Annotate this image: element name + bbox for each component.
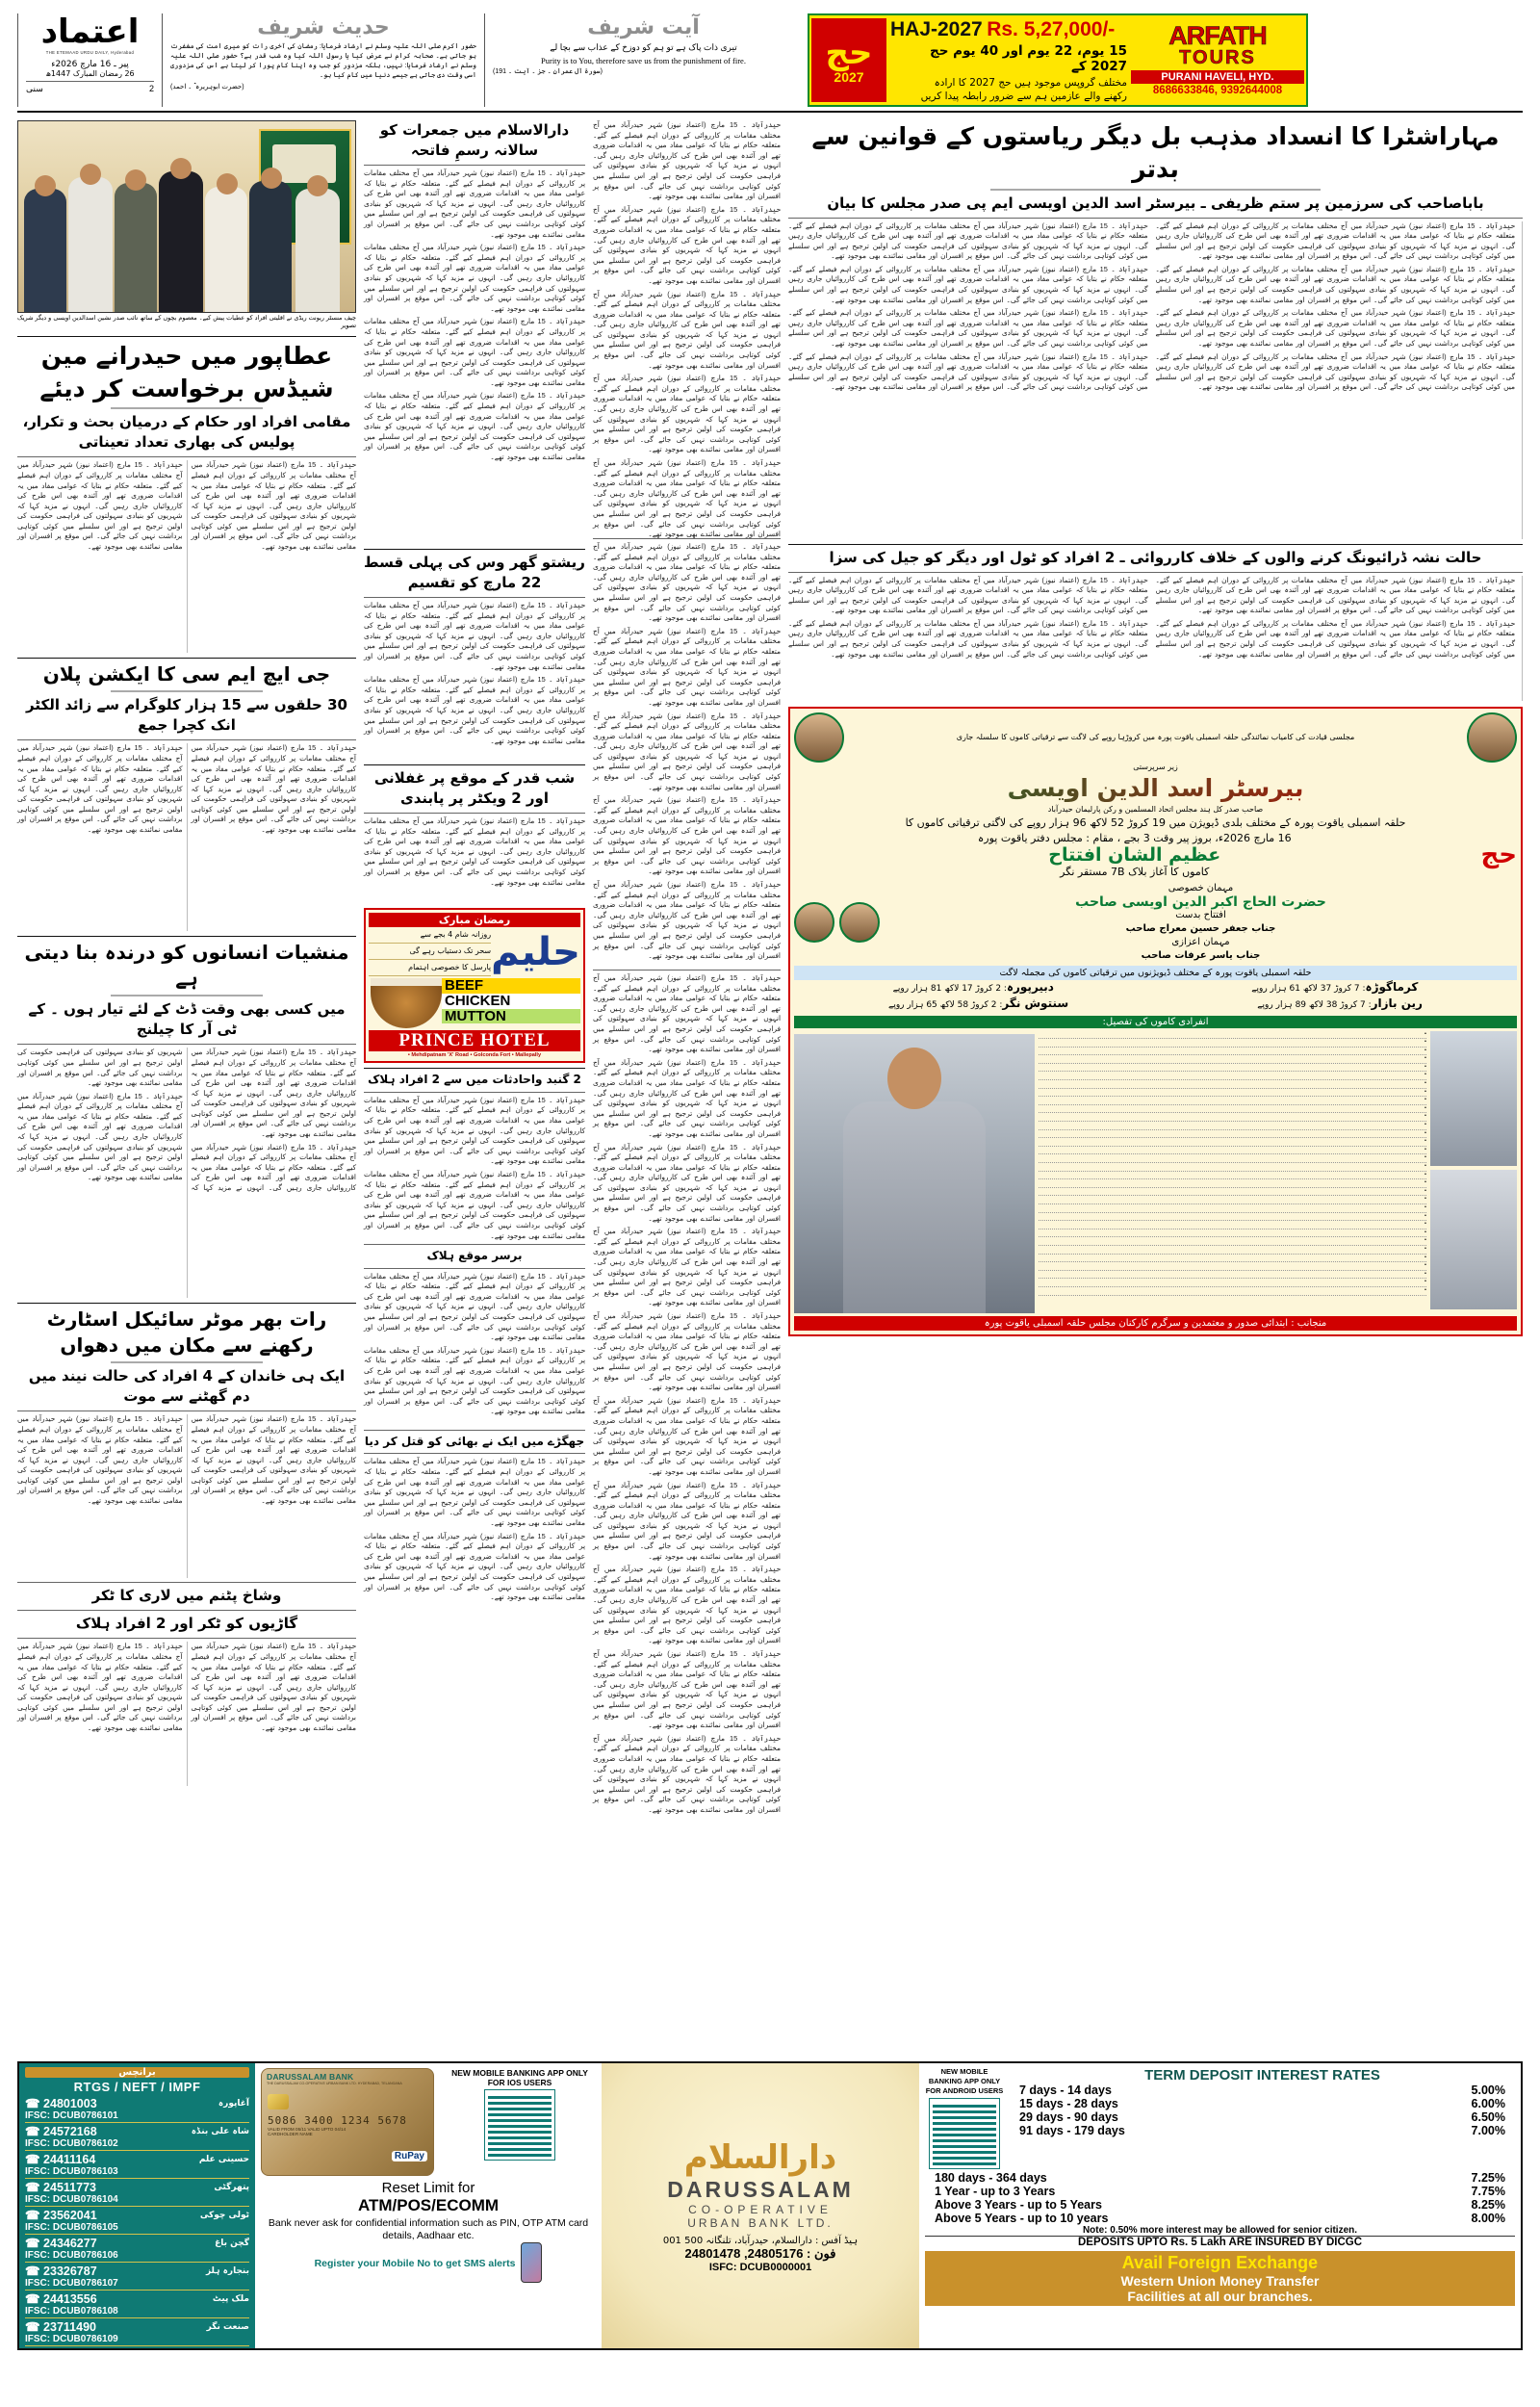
masthead-logo-block bbox=[17, 13, 162, 107]
bank-head-office: ہیڈ آفس : دارالسلام، حیدرآباد، تلنگانہ 500 001 bbox=[662, 2236, 859, 2246]
works-detail-list: • • • • • • • • • • • • • • • • • • • • • • • • • • • • • • • • bbox=[1039, 1031, 1426, 1313]
haleem-parcel-note: پارسل کا خصوصی اہتمام bbox=[369, 960, 491, 976]
story12-body: حیدرآباد ۔ 15 مارچ (اعتماد نیوز) شہر حیدرآباد میں آج مختلف مقامات پر کارروائی کے دوران اہم فیصلے کیے گئے۔ متعلقہ حکام نے بتایا کہ عوامی مفاد میں یہ اقدامات ضروری تھے اور آئندہ بھی اس طرح کی کارروائیاں جاری رہیں گی۔ انہوں نے مزید کہا کہ شہریوں کو بنیادی سہولتوں کی فراہمی حکومت کی اولین ترجیح ہے اور اس سلسلے میں کوئی کوتاہی برداشت نہیں کی جائے گی۔ اس موقع پر افسران اور مقامی نمائندے بھی موجود تھے۔ حیدرآباد ۔ 15 مارچ (اعتماد نیوز) شہر حیدرآباد میں آج مختلف مقامات پر کارروائی کے دوران اہم فیصلے کیے گئے۔ متعلقہ حکام نے بتایا کہ عوامی مفاد میں یہ اقدامات ضروری تھے اور آئندہ بھی اس طرح کی کارروائیاں جاری رہیں گی۔ انہوں نے مزید کہا کہ شہریوں کو بنیادی سہولتوں کی فراہمی حکومت کی اولین ترجیح ہے اور اس سلسلے میں کوئی کوتاہی برداشت نہیں کی جائے گی۔ اس موقع پر افسران اور مقامی نمائندے بھی موجود تھے۔ bbox=[364, 1457, 585, 1602]
branch-1-name: آغاپورہ bbox=[218, 2098, 249, 2109]
rtgs-label: RTGS / NEFT / IMPF bbox=[73, 2080, 201, 2094]
figure-2-name: دبیرپورہ bbox=[1006, 979, 1054, 994]
figure-1-value: 7 کروڑ 37 لاکھ 61 ہزار روپے bbox=[1251, 983, 1360, 994]
figure-1-name: کرماگوڑہ bbox=[1365, 979, 1419, 994]
rate-3-value: 6.50% bbox=[1471, 2110, 1505, 2124]
story7-body: حیدرآباد ۔ 15 مارچ (اعتماد نیوز) شہر حیدرآباد میں آج مختلف مقامات پر کارروائی کے دوران اہم فیصلے کیے گئے۔ متعلقہ حکام نے بتایا کہ عوامی مفاد میں یہ اقدامات ضروری تھے اور آئندہ بھی اس طرح کی کارروائیاں جاری رہیں گی۔ انہوں نے مزید کہا کہ شہریوں کو بنیادی سہولتوں کی فراہمی حکومت کی اولین ترجیح ہے اور اس سلسلے میں کوئی کوتاہی برداشت نہیں کی جائے گی۔ اس موقع پر افسران اور مقامی نمائندے بھی موجود تھے۔ حیدرآباد ۔ 15 مارچ (اعتماد نیوز) شہر حیدرآباد میں آج مختلف مقامات پر کارروائی کے دوران اہم فیصلے کیے گئے۔ متعلقہ حکام نے بتایا کہ عوامی مفاد میں یہ اقدامات ضروری تھے اور آئندہ بھی اس طرح کی کارروائیاں جاری رہیں گی۔ انہوں نے مزید کہا کہ شہریوں کو بنیادی سہولتوں کی فراہمی حکومت کی اولین ترجیح ہے اور اس سلسلے میں کوئی کوتاہی برداشت نہیں کی جائے گی۔ اس موقع پر افسران اور مقامی نمائندے بھی موجود تھے۔ حیدرآباد ۔ 15 مارچ (اعتماد نیوز) شہر حیدرآباد میں آج مختلف مقامات پر کارروائی کے دوران اہم فیصلے کیے گئے۔ متعلقہ حکام نے بتایا کہ عوامی مفاد میں یہ اقدامات ضروری تھے اور آئندہ بھی اس طرح کی کارروائیاں جاری رہیں گی۔ انہوں نے مزید کہا کہ شہریوں کو بنیادی سہولتوں کی فراہمی حکومت کی اولین ترجیح ہے اور اس سلسلے میں کوئی کوتاہی برداشت نہیں کی جائے گی۔ اس موقع پر افسران اور مقامی نمائندے بھی موجود تھے۔ حیدرآباد ۔ 15 مارچ (اعتماد نیوز) شہر حیدرآباد میں آج مختلف مقامات پر کارروائی کے دوران اہم فیصلے کیے گئے۔ متعلقہ حکام نے بتایا کہ عوامی مفاد میں یہ اقدامات ضروری تھے اور آئندہ بھی اس طرح کی کارروائیاں جاری رہیں گی۔ انہوں نے مزید کہا کہ شہریوں کو بنیادی سہولتوں کی فراہمی حکومت کی اولین ترجیح ہے اور اس سلسلے میں کوئی کوتاہی برداشت نہیں کی جائے گی۔ اس موقع پر افسران اور مقامی نمائندے بھی موجود تھے۔ bbox=[364, 168, 585, 462]
story6-headline[interactable]: گاڑیوں کو ٹکر اور 2 افراد ہلاک bbox=[75, 1615, 298, 1633]
development-amount: حلقہ اسمبلی یاقوت پورہ کے مختلف بلدی ڈیویژن میں 19 کروڑ 52 لاکھ 96 ہزار روپے کی لاگتی ترقیاتی کاموں کا bbox=[905, 815, 1406, 829]
story10-body: حیدرآباد ۔ 15 مارچ (اعتماد نیوز) شہر حیدرآباد میں آج مختلف مقامات پر کارروائی کے دوران اہم فیصلے کیے گئے۔ متعلقہ حکام نے بتایا کہ عوامی مفاد میں یہ اقدامات ضروری تھے اور آئندہ بھی اس طرح کی کارروائیاں جاری رہیں گی۔ انہوں نے مزید کہا کہ شہریوں کو بنیادی سہولتوں کی فراہمی حکومت کی اولین ترجیح ہے اور اس سلسلے میں کوئی کوتاہی برداشت نہیں کی جائے گی۔ اس موقع پر افسران اور مقامی نمائندے بھی موجود تھے۔ حیدرآباد ۔ 15 مارچ (اعتماد نیوز) شہر حیدرآباد میں آج مختلف مقامات پر کارروائی کے دوران اہم فیصلے کیے گئے۔ متعلقہ حکام نے بتایا کہ عوامی مفاد میں یہ اقدامات ضروری تھے اور آئندہ بھی اس طرح کی کارروائیاں جاری رہیں گی۔ انہوں نے مزید کہا کہ شہریوں کو بنیادی سہولتوں کی فراہمی حکومت کی اولین ترجیح ہے اور اس سلسلے میں کوئی کوتاہی برداشت نہیں کی جائے گی۔ اس موقع پر افسران اور مقامی نمائندے بھی موجود تھے۔ bbox=[364, 1095, 585, 1240]
guest3-name: جناب یاسر عرفات صاحب bbox=[1141, 949, 1261, 961]
rate-4-term: 91 days - 179 days bbox=[1019, 2124, 1125, 2137]
rate-2-value: 6.00% bbox=[1471, 2097, 1505, 2110]
story2-headline[interactable]: جی ایچ ایم سی کا ایکشن پلان bbox=[42, 662, 331, 686]
ad-center-text bbox=[886, 18, 1131, 102]
right-story2-headline[interactable]: حالت نشہ ڈرائیونگ کرنے والوں کے خلاف کارروائی ـ 2 افراد کو ٹول اور دیگر کو جیل کی سزا bbox=[829, 548, 1482, 566]
haleem-locations: • Mehdipatnam 'X' Road • Golconda Fort • Mallepally bbox=[407, 1052, 542, 1058]
branch-row: ☎ 24411164 حسینی علم IFSC: DCUB0786103 bbox=[25, 2153, 249, 2177]
inauguration-title: عظیم الشان افتتاح bbox=[1048, 843, 1221, 866]
rate-2-term: 15 days - 28 days bbox=[1019, 2097, 1118, 2110]
branch-1-ifsc: IFSC: DCUB0786101 bbox=[25, 2110, 118, 2121]
android-qr-code[interactable] bbox=[930, 2099, 999, 2168]
phone-icon bbox=[521, 2242, 542, 2283]
story4-body: حیدرآباد ۔ 15 مارچ (اعتماد نیوز) شہر حیدرآباد میں آج مختلف مقامات پر کارروائی کے دوران اہم فیصلے کیے گئے۔ متعلقہ حکام نے بتایا کہ عوامی مفاد میں یہ اقدامات ضروری تھے اور آئندہ بھی اس طرح کی کارروائیاں جاری رہیں گی۔ انہوں نے مزید کہا کہ شہریوں کو بنیادی سہولتوں کی فراہمی حکومت کی اولین ترجیح ہے اور اس سلسلے میں کوئی کوتاہی برداشت نہیں کی جائے گی۔ اس موقع پر افسران اور مقامی نمائندے بھی موجود تھے۔ حیدرآباد ۔ 15 مارچ (اعتماد نیوز) شہر حیدرآباد میں آج مختلف مقامات پر کارروائی کے دوران اہم فیصلے کیے گئے۔ متعلقہ حکام نے بتایا کہ عوامی مفاد میں یہ اقدامات ضروری تھے اور آئندہ بھی اس طرح کی کارروائیاں جاری رہیں گی۔ انہوں نے مزید کہا کہ شہریوں کو بنیادی سہولتوں کی فراہمی حکومت کی اولین ترجیح ہے اور اس سلسلے میں کوئی کوتاہی برداشت نہیں کی جائے گی۔ اس موقع پر افسران اور مقامی نمائندے بھی موجود تھے۔ bbox=[17, 1414, 356, 1506]
issue-date-gregorian: پیر ـ 16 مارچ 2026ء bbox=[51, 60, 129, 69]
card-holder-name: CARDHOLDER NAME bbox=[268, 2132, 313, 2136]
android-app-label: NEW MOBILE BANKING APP ONLY FOR ANDROID USERS bbox=[925, 2067, 1004, 2095]
story2-body: حیدرآباد ۔ 15 مارچ (اعتماد نیوز) شہر حیدرآباد میں آج مختلف مقامات پر کارروائی کے دوران اہم فیصلے کیے گئے۔ متعلقہ حکام نے بتایا کہ عوامی مفاد میں یہ اقدامات ضروری تھے اور آئندہ بھی اس طرح کی کارروائیاں جاری رہیں گی۔ انہوں نے مزید کہا کہ شہریوں کو بنیادی سہولتوں کی فراہمی حکومت کی اولین ترجیح ہے اور اس سلسلے میں کوئی کوتاہی برداشت نہیں کی جائے گی۔ اس موقع پر افسران اور مقامی نمائندے بھی موجود تھے۔ حیدرآباد ۔ 15 مارچ (اعتماد نیوز) شہر حیدرآباد میں آج مختلف مقامات پر کارروائی کے دوران اہم فیصلے کیے گئے۔ متعلقہ حکام نے بتایا کہ عوامی مفاد میں یہ اقدامات ضروری تھے اور آئندہ بھی اس طرح کی کارروائیاں جاری رہیں گی۔ انہوں نے مزید کہا کہ شہریوں کو بنیادی سہولتوں کی فراہمی حکومت کی اولین ترجیح ہے اور اس سلسلے میں کوئی کوتاہی برداشت نہیں کی جائے گی۔ اس موقع پر افسران اور مقامی نمائندے بھی موجود تھے۔ bbox=[17, 743, 356, 835]
hadith-title: حدیث شریف bbox=[257, 15, 390, 39]
card-valid-from-label: VALID FROM bbox=[268, 2127, 295, 2132]
event-date: 16 مارچ 2026ء، بروز پیر وقت 3 بجے ، مقام : مجلس دفتر یاقوت پورہ bbox=[977, 831, 1292, 844]
ad-brand-sub: TOURS bbox=[1179, 47, 1256, 69]
rate-7-value: 8.25% bbox=[1471, 2198, 1505, 2212]
card-valid-upto: 04/14 bbox=[334, 2127, 346, 2132]
news-photo bbox=[17, 120, 356, 313]
figure-3-name: رین بازار bbox=[1371, 996, 1423, 1010]
political-development-ad[interactable] bbox=[788, 707, 1523, 1336]
lead-body: حیدرآباد ۔ 15 مارچ (اعتماد نیوز) شہر حیدرآباد میں آج مختلف مقامات پر کارروائی کے دوران اہم فیصلے کیے گئے۔ متعلقہ حکام نے بتایا کہ عوامی مفاد میں یہ اقدامات ضروری تھے اور آئندہ بھی اس طرح کی کارروائیاں جاری رہیں گی۔ انہوں نے مزید کہا کہ شہریوں کو بنیادی سہولتوں کی فراہمی حکومت کی اولین ترجیح ہے اور اس سلسلے میں کوئی کوتاہی برداشت نہیں کی جائے گی۔ اس موقع پر افسران اور مقامی نمائندے بھی موجود تھے۔ حیدرآباد ۔ 15 مارچ (اعتماد نیوز) شہر حیدرآباد میں آج مختلف مقامات پر کارروائی کے دوران اہم فیصلے کیے گئے۔ متعلقہ حکام نے بتایا کہ عوامی مفاد میں یہ اقدامات ضروری تھے اور آئندہ بھی اس طرح کی کارروائیاں جاری رہیں گی۔ انہوں نے مزید کہا کہ شہریوں کو بنیادی سہولتوں کی فراہمی حکومت کی اولین ترجیح ہے اور اس سلسلے میں کوئی کوتاہی برداشت نہیں کی جائے گی۔ اس موقع پر افسران اور مقامی نمائندے بھی موجود تھے۔ bbox=[17, 460, 356, 552]
leader-designation: صاحب صدر کل ہند مجلس اتحاد المسلمین و رکن پارلیمان حیدرآباد bbox=[1047, 804, 1264, 814]
guest-photo-2 bbox=[794, 902, 834, 943]
hadith-block bbox=[162, 13, 484, 107]
column-right-wrap bbox=[788, 120, 1523, 2056]
rate-7-term: Above 3 Years - up to 5 Years bbox=[935, 2198, 1102, 2212]
reset-limit-line1: Reset Limit for bbox=[381, 2180, 475, 2196]
branch-3-name: حسینی علم bbox=[198, 2154, 249, 2164]
haj-word: حج bbox=[1480, 840, 1517, 869]
branch-7-phone: 23326787 bbox=[43, 2265, 97, 2278]
main-subhead: باباصاحب کی سرزمین پر ستم ظریفی ـ بیرسٹر اسد الدین اویسی ایم پی صدر مجلس کا بیان bbox=[827, 194, 1484, 212]
chief-guest-name: حضرت الحاج اکبر الدین اویسی صاحب bbox=[1075, 893, 1326, 910]
story11-headline[interactable]: برسر موقع ہلاک bbox=[426, 1248, 523, 1262]
patronage-label: زیر سرپرستی bbox=[1133, 762, 1178, 771]
branch-row: ☎ 24801003 آغاپورہ IFSC: DCUB0786101 bbox=[25, 2097, 249, 2121]
figures-header: حلقہ اسمبلی یاقوت پورہ کے مختلف ڈیویژنوں میں ترقیاتی کاموں کی مجملہ لاگت bbox=[794, 966, 1517, 980]
branch-row: ☎ 23562041 ٹولی چوکی IFSC: DCUB0786105 bbox=[25, 2209, 249, 2233]
main-body-col1: حیدرآباد ۔ 15 مارچ (اعتماد نیوز) شہر حیدرآباد میں آج مختلف مقامات پر کارروائی کے دوران اہم فیصلے کیے گئے۔ متعلقہ حکام نے بتایا کہ عوامی مفاد میں یہ اقدامات ضروری تھے اور آئندہ بھی اس طرح کی کارروائیاں جاری رہیں گی۔ انہوں نے مزید کہا کہ شہریوں کو بنیادی سہولتوں کی فراہمی حکومت کی اولین ترجیح ہے اور اس سلسلے میں کوئی کوتاہی برداشت نہیں کی جائے گی۔ اس موقع پر افسران اور مقامی نمائندے بھی موجود تھے۔ حیدرآباد ۔ 15 مارچ (اعتماد نیوز) شہر حیدرآباد میں آج مختلف مقامات پر کارروائی کے دوران اہم فیصلے کیے گئے۔ متعلقہ حکام نے بتایا کہ عوامی مفاد میں یہ اقدامات ضروری تھے اور آئندہ بھی اس طرح کی کارروائیاں جاری رہیں گی۔ انہوں نے مزید کہا کہ شہریوں کو بنیادی سہولتوں کی فراہمی حکومت کی اولین ترجیح ہے اور اس سلسلے میں کوئی کوتاہی برداشت نہیں کی جائے گی۔ اس موقع پر افسران اور مقامی نمائندے بھی موجود تھے۔ حیدرآباد ۔ 15 مارچ (اعتماد نیوز) شہر حیدرآباد میں آج مختلف مقامات پر کارروائی کے دوران اہم فیصلے کیے گئے۔ متعلقہ حکام نے بتایا کہ عوامی مفاد میں یہ اقدامات ضروری تھے اور آئندہ بھی اس طرح کی کارروائیاں جاری رہیں گی۔ انہوں نے مزید کہا کہ شہریوں کو بنیادی سہولتوں کی فراہمی حکومت کی اولین ترجیح ہے اور اس سلسلے میں کوئی کوتاہی برداشت نہیں کی جائے گی۔ اس موقع پر افسران اور مقامی نمائندے بھی موجود تھے۔ حیدرآباد ۔ 15 مارچ (اعتماد نیوز) شہر حیدرآباد میں آج مختلف مقامات پر کارروائی کے دوران اہم فیصلے کیے گئے۔ متعلقہ حکام نے بتایا کہ عوامی مفاد میں یہ اقدامات ضروری تھے اور آئندہ بھی اس طرح کی کارروائیاں جاری رہیں گی۔ انہوں نے مزید کہا کہ شہریوں کو بنیادی سہولتوں کی فراہمی حکومت کی اولین ترجیح ہے اور اس سلسلے میں کوئی کوتاہی برداشت نہیں کی جائے گی۔ اس موقع پر افسران اور مقامی نمائندے بھی موجود تھے۔ bbox=[788, 220, 1148, 392]
ayat-text: تیری ذات پاک ہے تو ہم کو دوزخ کے عذاب سے بچا لے bbox=[550, 42, 737, 52]
story9-body: حیدرآباد ۔ 15 مارچ (اعتماد نیوز) شہر حیدرآباد میں آج مختلف مقامات پر کارروائی کے دوران اہم فیصلے کیے گئے۔ متعلقہ حکام نے بتایا کہ عوامی مفاد میں یہ اقدامات ضروری تھے اور آئندہ بھی اس طرح کی کارروائیاں جاری رہیں گی۔ انہوں نے مزید کہا کہ شہریوں کو بنیادی سہولتوں کی فراہمی حکومت کی اولین ترجیح ہے اور اس سلسلے میں کوئی کوتاہی برداشت نہیں کی جائے گی۔ اس موقع پر افسران اور مقامی نمائندے بھی موجود تھے۔ bbox=[364, 816, 585, 887]
story4-headline[interactable]: رات بھر موٹر سائیکل اسٹارٹ رکھنے سے مکان میں دھواں bbox=[46, 1307, 327, 1358]
col3-body-top: حیدرآباد ۔ 15 مارچ (اعتماد نیوز) شہر حیدرآباد میں آج مختلف مقامات پر کارروائی کے دوران اہم فیصلے کیے گئے۔ متعلقہ حکام نے بتایا کہ عوامی مفاد میں یہ اقدامات ضروری تھے اور آئندہ بھی اس طرح کی کارروائیاں جاری رہیں گی۔ انہوں نے مزید کہا کہ شہریوں کو بنیادی سہولتوں کی فراہمی حکومت کی اولین ترجیح ہے اور اس سلسلے میں کوئی کوتاہی برداشت نہیں کی جائے گی۔ اس موقع پر افسران اور مقامی نمائندے بھی موجود تھے۔ حیدرآباد ۔ 15 مارچ (اعتماد نیوز) شہر حیدرآباد میں آج مختلف مقامات پر کارروائی کے دوران اہم فیصلے کیے گئے۔ متعلقہ حکام نے بتایا کہ عوامی مفاد میں یہ اقدامات ضروری تھے اور آئندہ بھی اس طرح کی کارروائیاں جاری رہیں گی۔ انہوں نے مزید کہا کہ شہریوں کو بنیادی سہولتوں کی فراہمی حکومت کی اولین ترجیح ہے اور اس سلسلے میں کوئی کوتاہی برداشت نہیں کی جائے گی۔ اس موقع پر افسران اور مقامی نمائندے بھی موجود تھے۔ حیدرآباد ۔ 15 مارچ (اعتماد نیوز) شہر حیدرآباد میں آج مختلف مقامات پر کارروائی کے دوران اہم فیصلے کیے گئے۔ متعلقہ حکام نے بتایا کہ عوامی مفاد میں یہ اقدامات ضروری تھے اور آئندہ بھی اس طرح کی کارروائیاں جاری رہیں گی۔ انہوں نے مزید کہا کہ شہریوں کو بنیادی سہولتوں کی فراہمی حکومت کی اولین ترجیح ہے اور اس سلسلے میں کوئی کوتاہی برداشت نہیں کی جائے گی۔ اس موقع پر افسران اور مقامی نمائندے بھی موجود تھے۔ حیدرآباد ۔ 15 مارچ (اعتماد نیوز) شہر حیدرآباد میں آج مختلف مقامات پر کارروائی کے دوران اہم فیصلے کیے گئے۔ متعلقہ حکام نے بتایا کہ عوامی مفاد میں یہ اقدامات ضروری تھے اور آئندہ بھی اس طرح کی کارروائیاں جاری رہیں گی۔ انہوں نے مزید کہا کہ شہریوں کو بنیادی سہولتوں کی فراہمی حکومت کی اولین ترجیح ہے اور اس سلسلے میں کوئی کوتاہی برداشت نہیں کی جائے گی۔ اس موقع پر افسران اور مقامی نمائندے بھی موجود تھے۔ حیدرآباد ۔ 15 مارچ (اعتماد نیوز) شہر حیدرآباد میں آج مختلف مقامات پر کارروائی کے دوران اہم فیصلے کیے گئے۔ متعلقہ حکام نے بتایا کہ عوامی مفاد میں یہ اقدامات ضروری تھے اور آئندہ بھی اس طرح کی کارروائیاں جاری رہیں گی۔ انہوں نے مزید کہا کہ شہریوں کو بنیادی سہولتوں کی فراہمی حکومت کی اولین ترجیح ہے اور اس سلسلے میں کوئی کوتاہی برداشت نہیں کی جائے گی۔ اس موقع پر افسران اور مقامی نمائندے بھی موجود تھے۔ bbox=[593, 120, 781, 539]
security-warning: Bank never ask for confidential information such as PIN, OTP ATM card details, Aadhaar etc. bbox=[268, 2217, 589, 2241]
ad-phone: 8686633846, 9392644008 bbox=[1152, 85, 1283, 97]
forex-line3: Facilities at all our branches. bbox=[1127, 2289, 1313, 2304]
ios-qr-code[interactable] bbox=[485, 2090, 554, 2160]
darussalam-bank-ad[interactable] bbox=[17, 2061, 1523, 2350]
ad-brand-block bbox=[1131, 20, 1304, 97]
branch-row: ☎ 24346277 گچن باغ IFSC: DCUB0786106 bbox=[25, 2237, 249, 2261]
page-number: 2 bbox=[148, 84, 154, 93]
bank-ifsc: ISFC: DCUB0000001 bbox=[708, 2262, 812, 2273]
rate-8-term: Above 5 Years - up to 10 years bbox=[935, 2212, 1109, 2225]
branch-3-phone: 24411164 bbox=[43, 2153, 96, 2166]
branches-title: برانچس bbox=[25, 2067, 249, 2078]
guest2-name: جناب جعفر حسین معراج صاحب bbox=[1125, 922, 1276, 934]
figure-4-value: 2 کروڑ 58 لاکھ 65 ہزار روپے bbox=[888, 999, 997, 1010]
branch-row: ☎ 24511773 پتھرگٹی IFSC: DCUB0786104 bbox=[25, 2181, 249, 2205]
rate-8-value: 8.00% bbox=[1471, 2212, 1505, 2225]
branch-7-ifsc: IFSC: DCUB0786107 bbox=[25, 2278, 118, 2289]
content-grid bbox=[17, 120, 1523, 2056]
rates-title: TERM DEPOSIT INTEREST RATES bbox=[1144, 2067, 1380, 2083]
ad-address: PURANI HAVELI, HYD. bbox=[1131, 70, 1304, 84]
ad-top-line: مجلسی قیادت کی کامیاب نمائندگی حلقہ اسمبلی یاقوت پورہ میں کروڑہا روپے کی لاگت سے ترقیاتی کاموں کا سلسلہ جاری bbox=[956, 732, 1355, 741]
haleem-variety-chicken: CHICKEN bbox=[442, 994, 580, 1009]
owaisi-photo-left bbox=[1467, 712, 1517, 763]
haj-price: Rs. 5,27,000/- bbox=[987, 18, 1116, 40]
col3-body-bottom: حیدرآباد ۔ 15 مارچ (اعتماد نیوز) شہر حیدرآباد میں آج مختلف مقامات پر کارروائی کے دوران اہم فیصلے کیے گئے۔ متعلقہ حکام نے بتایا کہ عوامی مفاد میں یہ اقدامات ضروری تھے اور آئندہ بھی اس طرح کی کارروائیاں جاری رہیں گی۔ انہوں نے مزید کہا کہ شہریوں کو بنیادی سہولتوں کی فراہمی حکومت کی اولین ترجیح ہے اور اس سلسلے میں کوئی کوتاہی برداشت نہیں کی جائے گی۔ اس موقع پر افسران اور مقامی نمائندے بھی موجود تھے۔ حیدرآباد ۔ 15 مارچ (اعتماد نیوز) شہر حیدرآباد میں آج مختلف مقامات پر کارروائی کے دوران اہم فیصلے کیے گئے۔ متعلقہ حکام نے بتایا کہ عوامی مفاد میں یہ اقدامات ضروری تھے اور آئندہ بھی اس طرح کی کارروائیاں جاری رہیں گی۔ انہوں نے مزید کہا کہ شہریوں کو بنیادی سہولتوں کی فراہمی حکومت کی اولین ترجیح ہے اور اس سلسلے میں کوئی کوتاہی برداشت نہیں کی جائے گی۔ اس موقع پر افسران اور مقامی نمائندے بھی موجود تھے۔ حیدرآباد ۔ 15 مارچ (اعتماد نیوز) شہر حیدرآباد میں آج مختلف مقامات پر کارروائی کے دوران اہم فیصلے کیے گئے۔ متعلقہ حکام نے بتایا کہ عوامی مفاد میں یہ اقدامات ضروری تھے اور آئندہ بھی اس طرح کی کارروائیاں جاری رہیں گی۔ انہوں نے مزید کہا کہ شہریوں کو بنیادی سہولتوں کی فراہمی حکومت کی اولین ترجیح ہے اور اس سلسلے میں کوئی کوتاہی برداشت نہیں کی جائے گی۔ اس موقع پر افسران اور مقامی نمائندے بھی موجود تھے۔ حیدرآباد ۔ 15 مارچ (اعتماد نیوز) شہر حیدرآباد میں آج مختلف مقامات پر کارروائی کے دوران اہم فیصلے کیے گئے۔ متعلقہ حکام نے بتایا کہ عوامی مفاد میں یہ اقدامات ضروری تھے اور آئندہ بھی اس طرح کی کارروائیاں جاری رہیں گی۔ انہوں نے مزید کہا کہ شہریوں کو بنیادی سہولتوں کی فراہمی حکومت کی اولین ترجیح ہے اور اس سلسلے میں کوئی کوتاہی برداشت نہیں کی جائے گی۔ اس موقع پر افسران اور مقامی نمائندے بھی موجود تھے۔ حیدرآباد ۔ 15 مارچ (اعتماد نیوز) شہر حیدرآباد میں آج مختلف مقامات پر کارروائی کے دوران اہم فیصلے کیے گئے۔ متعلقہ حکام نے بتایا کہ عوامی مفاد میں یہ اقدامات ضروری تھے اور آئندہ بھی اس طرح کی کارروائیاں جاری رہیں گی۔ انہوں نے مزید کہا کہ شہریوں کو بنیادی سہولتوں کی فراہمی حکومت کی اولین ترجیح ہے اور اس سلسلے میں کوئی کوتاہی برداشت نہیں کی جائے گی۔ اس موقع پر افسران اور مقامی نمائندے بھی موجود تھے۔ حیدرآباد ۔ 15 مارچ (اعتماد نیوز) شہر حیدرآباد میں آج مختلف مقامات پر کارروائی کے دوران اہم فیصلے کیے گئے۔ متعلقہ حکام نے بتایا کہ عوامی مفاد میں یہ اقدامات ضروری تھے اور آئندہ بھی اس طرح کی کارروائیاں جاری رہیں گی۔ انہوں نے مزید کہا کہ شہریوں کو بنیادی سہولتوں کی فراہمی حکومت کی اولین ترجیح ہے اور اس سلسلے میں کوئی کوتاہی برداشت نہیں کی جائے گی۔ اس موقع پر افسران اور مقامی نمائندے بھی موجود تھے۔ حیدرآباد ۔ 15 مارچ (اعتماد نیوز) شہر حیدرآباد میں آج مختلف مقامات پر کارروائی کے دوران اہم فیصلے کیے گئے۔ متعلقہ حکام نے بتایا کہ عوامی مفاد میں یہ اقدامات ضروری تھے اور آئندہ بھی اس طرح کی کارروائیاں جاری رہیں گی۔ انہوں نے مزید کہا کہ شہریوں کو بنیادی سہولتوں کی فراہمی حکومت کی اولین ترجیح ہے اور اس سلسلے میں کوئی کوتاہی برداشت نہیں کی جائے گی۔ اس موقع پر افسران اور مقامی نمائندے بھی موجود تھے۔ حیدرآباد ۔ 15 مارچ (اعتماد نیوز) شہر حیدرآباد میں آج مختلف مقامات پر کارروائی کے دوران اہم فیصلے کیے گئے۔ متعلقہ حکام نے بتایا کہ عوامی مفاد میں یہ اقدامات ضروری تھے اور آئندہ بھی اس طرح کی کارروائیاں جاری رہیں گی۔ انہوں نے مزید کہا کہ شہریوں کو بنیادی سہولتوں کی فراہمی حکومت کی اولین ترجیح ہے اور اس سلسلے میں کوئی کوتاہی برداشت نہیں کی جائے گی۔ اس موقع پر افسران اور مقامی نمائندے بھی موجود تھے۔ حیدرآباد ۔ 15 مارچ (اعتماد نیوز) شہر حیدرآباد میں آج مختلف مقامات پر کارروائی کے دوران اہم فیصلے کیے گئے۔ متعلقہ حکام نے بتایا کہ عوامی مفاد میں یہ اقدامات ضروری تھے اور آئندہ بھی اس طرح کی کارروائیاں جاری رہیں گی۔ انہوں نے مزید کہا کہ شہریوں کو بنیادی سہولتوں کی فراہمی حکومت کی اولین ترجیح ہے اور اس سلسلے میں کوئی کوتاہی برداشت نہیں کی جائے گی۔ اس موقع پر افسران اور مقامی نمائندے بھی موجود تھے۔ حیدرآباد ۔ 15 مارچ (اعتماد نیوز) شہر حیدرآباد میں آج مختلف مقامات پر کارروائی کے دوران اہم فیصلے کیے گئے۔ متعلقہ حکام نے بتایا کہ عوامی مفاد میں یہ اقدامات ضروری تھے اور آئندہ بھی اس طرح کی کارروائیاں جاری رہیں گی۔ انہوں نے مزید کہا کہ شہریوں کو بنیادی سہولتوں کی فراہمی حکومت کی اولین ترجیح ہے اور اس سلسلے میں کوئی کوتاہی برداشت نہیں کی جائے گی۔ اس موقع پر افسران اور مقامی نمائندے بھی موجود تھے۔ bbox=[593, 973, 781, 1814]
card-bank-sub: THE DARUSSALAM CO-OPERATIVE URBAN BANK LTD. HYDERABAD, TELANGANA bbox=[267, 2082, 402, 2085]
reset-limit-line2: ATM/POS/ECOMM bbox=[357, 2196, 500, 2214]
branch-5-phone: 23562041 bbox=[43, 2209, 97, 2222]
hadith-source: (حضرت ابوہریرہ ؓ ۔ احمد) bbox=[170, 84, 244, 91]
ad-brand-name: ARFATH bbox=[1168, 20, 1267, 50]
story4-subhead: ایک ہی خاندان کے 4 افراد کی حالت نیند میں دم گھٹنے سے موت bbox=[28, 1367, 346, 1406]
rate-5-term: 180 days - 364 days bbox=[935, 2171, 1047, 2185]
bank-logo-urdu: دارالسلام bbox=[683, 2138, 837, 2177]
leader-name: بیرسٹر اسد الدین اویسی bbox=[794, 774, 1517, 802]
deposit-insurance-note: DEPOSITS UPTO Rs. 5 Lakh ARE INSURED BY DICGC bbox=[1077, 2237, 1362, 2248]
right-story2-body2: حیدرآباد ۔ 15 مارچ (اعتماد نیوز) شہر حیدرآباد میں آج مختلف مقامات پر کارروائی کے دوران اہم فیصلے کیے گئے۔ متعلقہ حکام نے بتایا کہ عوامی مفاد میں یہ اقدامات ضروری تھے اور آئندہ بھی اس طرح کی کارروائیاں جاری رہیں گی۔ انہوں نے مزید کہا کہ شہریوں کو بنیادی سہولتوں کی فراہمی حکومت کی اولین ترجیح ہے اور اس سلسلے میں کوئی کوتاہی برداشت نہیں کی جائے گی۔ اس موقع پر افسران اور مقامی نمائندے بھی موجود تھے۔ حیدرآباد ۔ 15 مارچ (اعتماد نیوز) شہر حیدرآباد میں آج مختلف مقامات پر کارروائی کے دوران اہم فیصلے کیے گئے۔ متعلقہ حکام نے بتایا کہ عوامی مفاد میں یہ اقدامات ضروری تھے اور آئندہ بھی اس طرح کی کارروائیاں جاری رہیں گی۔ انہوں نے مزید کہا کہ شہریوں کو بنیادی سہولتوں کی فراہمی حکومت کی اولین ترجیح ہے اور اس سلسلے میں کوئی کوتاہی برداشت نہیں کی جائے گی۔ اس موقع پر افسران اور مقامی نمائندے بھی موجود تھے۔ bbox=[1156, 576, 1524, 701]
ayat-title: آیت شریف bbox=[587, 15, 700, 39]
page-label: سنی bbox=[26, 84, 43, 93]
prince-hotel-haleem-ad[interactable] bbox=[364, 908, 585, 1063]
haj-badge-year: 2027 bbox=[834, 68, 864, 85]
col3-body-mid: حیدرآباد ۔ 15 مارچ (اعتماد نیوز) شہر حیدرآباد میں آج مختلف مقامات پر کارروائی کے دوران اہم فیصلے کیے گئے۔ متعلقہ حکام نے بتایا کہ عوامی مفاد میں یہ اقدامات ضروری تھے اور آئندہ بھی اس طرح کی کارروائیاں جاری رہیں گی۔ انہوں نے مزید کہا کہ شہریوں کو بنیادی سہولتوں کی فراہمی حکومت کی اولین ترجیح ہے اور اس سلسلے میں کوئی کوتاہی برداشت نہیں کی جائے گی۔ اس موقع پر افسران اور مقامی نمائندے بھی موجود تھے۔ حیدرآباد ۔ 15 مارچ (اعتماد نیوز) شہر حیدرآباد میں آج مختلف مقامات پر کارروائی کے دوران اہم فیصلے کیے گئے۔ متعلقہ حکام نے بتایا کہ عوامی مفاد میں یہ اقدامات ضروری تھے اور آئندہ بھی اس طرح کی کارروائیاں جاری رہیں گی۔ انہوں نے مزید کہا کہ شہریوں کو بنیادی سہولتوں کی فراہمی حکومت کی اولین ترجیح ہے اور اس سلسلے میں کوئی کوتاہی برداشت نہیں کی جائے گی۔ اس موقع پر افسران اور مقامی نمائندے بھی موجود تھے۔ حیدرآباد ۔ 15 مارچ (اعتماد نیوز) شہر حیدرآباد میں آج مختلف مقامات پر کارروائی کے دوران اہم فیصلے کیے گئے۔ متعلقہ حکام نے بتایا کہ عوامی مفاد میں یہ اقدامات ضروری تھے اور آئندہ بھی اس طرح کی کارروائیاں جاری رہیں گی۔ انہوں نے مزید کہا کہ شہریوں کو بنیادی سہولتوں کی فراہمی حکومت کی اولین ترجیح ہے اور اس سلسلے میں کوئی کوتاہی برداشت نہیں کی جائے گی۔ اس موقع پر افسران اور مقامی نمائندے بھی موجود تھے۔ حیدرآباد ۔ 15 مارچ (اعتماد نیوز) شہر حیدرآباد میں آج مختلف مقامات پر کارروائی کے دوران اہم فیصلے کیے گئے۔ متعلقہ حکام نے بتایا کہ عوامی مفاد میں یہ اقدامات ضروری تھے اور آئندہ بھی اس طرح کی کارروائیاں جاری رہیں گی۔ انہوں نے مزید کہا کہ شہریوں کو بنیادی سہولتوں کی فراہمی حکومت کی اولین ترجیح ہے اور اس سلسلے میں کوئی کوتاہی برداشت نہیں کی جائے گی۔ اس موقع پر افسران اور مقامی نمائندے بھی موجود تھے۔ حیدرآباد ۔ 15 مارچ (اعتماد نیوز) شہر حیدرآباد میں آج مختلف مقامات پر کارروائی کے دوران اہم فیصلے کیے گئے۔ متعلقہ حکام نے بتایا کہ عوامی مفاد میں یہ اقدامات ضروری تھے اور آئندہ بھی اس طرح کی کارروائیاں جاری رہیں گی۔ انہوں نے مزید کہا کہ شہریوں کو بنیادی سہولتوں کی فراہمی حکومت کی اولین ترجیح ہے اور اس سلسلے میں کوئی کوتاہی برداشت نہیں کی جائے گی۔ اس موقع پر افسران اور مقامی نمائندے بھی موجود تھے۔ bbox=[593, 542, 781, 961]
rates-note: Note: 0.50% more interest may be allowed for senior citizen. bbox=[925, 2225, 1515, 2237]
issue-date-hijri: 26 رمضان المبارک 1447ھ bbox=[45, 69, 135, 78]
rate-5-value: 7.25% bbox=[1471, 2171, 1505, 2185]
side-photos bbox=[1430, 1031, 1517, 1313]
column-left bbox=[17, 120, 356, 2056]
branch-row: ☎ 24413556 ملک پیٹ IFSC: DCUB0786108 bbox=[25, 2292, 249, 2316]
haleem-word: حلیم bbox=[491, 929, 580, 974]
forex-line2: Western Union Money Transfer bbox=[1120, 2273, 1320, 2289]
branch-4-name: پتھرگٹی bbox=[214, 2182, 249, 2192]
lead-subhead: مقامی افراد اور حکام کے درمیان بحث و تکرار، پولیس کی بھاری تعداد تعیناتی bbox=[22, 413, 351, 452]
branch-9-phone: 23711490 bbox=[43, 2320, 96, 2334]
rate-6-term: 1 Year - up to 3 Years bbox=[935, 2185, 1056, 2198]
branch-row: ☎ 23326787 بنجارہ ہلز IFSC: DCUB0786107 bbox=[25, 2265, 249, 2289]
branch-3-ifsc: IFSC: DCUB0786103 bbox=[25, 2166, 118, 2177]
ios-app-label: NEW MOBILE BANKING APP ONLY FOR IOS USERS bbox=[451, 2068, 588, 2087]
rate-3-term: 29 days - 90 days bbox=[1019, 2110, 1118, 2124]
rates-panel bbox=[919, 2063, 1521, 2348]
story12-headline[interactable]: جھگڑے میں ایک نے بھائی کو قتل کر دیا bbox=[364, 1434, 585, 1448]
branch-8-ifsc: IFSC: DCUB0786108 bbox=[25, 2306, 118, 2316]
branch-7-name: بنجارہ ہلز bbox=[205, 2265, 249, 2276]
branch-row: ☎ 23711490 صنعت نگر IFSC: DCUB0786109 bbox=[25, 2320, 249, 2344]
haleem-hotel-name: PRINCE HOTEL bbox=[369, 1030, 580, 1051]
story3-headline[interactable]: منشیات انسانوں کو درندہ بنا دیتی ہے bbox=[24, 941, 349, 991]
main-headline[interactable]: مہاراشٹرا کا انسداد مذہب بل دیگر ریاستوں کے قوانین سے بدتر bbox=[811, 122, 1500, 183]
haleem-timing-2: سحر تک دستیاب رہے گی bbox=[369, 944, 491, 960]
ad-footer-credit: منجانب : ابتدائی صدور و معتمدین و سرگرم کارکنان مجلس حلقہ اسمبلی یاقوت پورہ bbox=[794, 1316, 1517, 1331]
arfath-tours-ad[interactable] bbox=[808, 13, 1308, 107]
branch-2-phone: 24572168 bbox=[43, 2125, 97, 2138]
column-three bbox=[593, 120, 781, 2056]
column-two bbox=[364, 120, 585, 2056]
card-number: 5086 3400 1234 5678 bbox=[268, 2114, 407, 2127]
branch-9-name: صنعت نگر bbox=[206, 2321, 249, 2332]
haleem-bowl-image bbox=[371, 978, 442, 1028]
works-list-header: انفرادی کاموں کی تفصیل: bbox=[794, 1016, 1517, 1028]
bank-phone: فون : 24805176, 24801478 bbox=[684, 2246, 836, 2261]
card-chip-icon bbox=[268, 2094, 289, 2109]
ayat-source: (سورۃ آل عمران ۔ جز ۔ آیت ۔ 191) bbox=[493, 68, 603, 75]
chief-guest-label: مہمان خصوصی bbox=[1168, 882, 1234, 893]
branch-1-phone: 24801003 bbox=[43, 2097, 97, 2110]
story8-headline[interactable]: ریشتو گھر وس کی پہلی قسط 22 مارچ کو تقسیم bbox=[364, 554, 585, 591]
haleem-variety-mutton: MUTTON bbox=[442, 1009, 580, 1024]
haleem-timing-1: روزانہ شام 4 بجے سے bbox=[369, 927, 491, 944]
event-venue: کاموں کا آغاز بلاک 7B مستقر نگر bbox=[1060, 865, 1210, 878]
story2-subhead: 30 حلقوں سے 15 ہزار کلوگرام سے زائد الکٹر انک کچرا جمع bbox=[26, 696, 347, 735]
haleem-ad-title: رمضان مبارک bbox=[369, 913, 580, 927]
branch-4-phone: 24511773 bbox=[43, 2181, 96, 2194]
branch-9-ifsc: IFSC: DCUB0786109 bbox=[25, 2334, 118, 2344]
figure-2-value: 2 کروڑ 17 لاکھ 81 ہزار روپے bbox=[892, 983, 1002, 994]
branch-4-ifsc: IFSC: DCUB0786104 bbox=[25, 2194, 118, 2205]
ad-urdu-line1: 15 یوم، 22 یوم اور 40 یوم حج 2027 کے bbox=[930, 43, 1127, 74]
ayat-english: Purity is to You, therefore save us from the punishment of fire. bbox=[541, 56, 746, 65]
publication-subtitle: THE ETEMAAD URDU DAILY, Hyderabad bbox=[45, 50, 135, 55]
main-body-col2: حیدرآباد ۔ 15 مارچ (اعتماد نیوز) شہر حیدرآباد میں آج مختلف مقامات پر کارروائی کے دوران اہم فیصلے کیے گئے۔ متعلقہ حکام نے بتایا کہ عوامی مفاد میں یہ اقدامات ضروری تھے اور آئندہ بھی اس طرح کی کارروائیاں جاری رہیں گی۔ انہوں نے مزید کہا کہ شہریوں کو بنیادی سہولتوں کی فراہمی حکومت کی اولین ترجیح ہے اور اس سلسلے میں کوئی کوتاہی برداشت نہیں کی جائے گی۔ اس موقع پر افسران اور مقامی نمائندے بھی موجود تھے۔ حیدرآباد ۔ 15 مارچ (اعتماد نیوز) شہر حیدرآباد میں آج مختلف مقامات پر کارروائی کے دوران اہم فیصلے کیے گئے۔ متعلقہ حکام نے بتایا کہ عوامی مفاد میں یہ اقدامات ضروری تھے اور آئندہ بھی اس طرح کی کارروائیاں جاری رہیں گی۔ انہوں نے مزید کہا کہ شہریوں کو بنیادی سہولتوں کی فراہمی حکومت کی اولین ترجیح ہے اور اس سلسلے میں کوئی کوتاہی برداشت نہیں کی جائے گی۔ اس موقع پر افسران اور مقامی نمائندے بھی موجود تھے۔ حیدرآباد ۔ 15 مارچ (اعتماد نیوز) شہر حیدرآباد میں آج مختلف مقامات پر کارروائی کے دوران اہم فیصلے کیے گئے۔ متعلقہ حکام نے بتایا کہ عوامی مفاد میں یہ اقدامات ضروری تھے اور آئندہ بھی اس طرح کی کارروائیاں جاری رہیں گی۔ انہوں نے مزید کہا کہ شہریوں کو بنیادی سہولتوں کی فراہمی حکومت کی اولین ترجیح ہے اور اس سلسلے میں کوئی کوتاہی برداشت نہیں کی جائے گی۔ اس موقع پر افسران اور مقامی نمائندے بھی موجود تھے۔ حیدرآباد ۔ 15 مارچ (اعتماد نیوز) شہر حیدرآباد میں آج مختلف مقامات پر کارروائی کے دوران اہم فیصلے کیے گئے۔ متعلقہ حکام نے بتایا کہ عوامی مفاد میں یہ اقدامات ضروری تھے اور آئندہ بھی اس طرح کی کارروائیاں جاری رہیں گی۔ انہوں نے مزید کہا کہ شہریوں کو بنیادی سہولتوں کی فراہمی حکومت کی اولین ترجیح ہے اور اس سلسلے میں کوئی کوتاہی برداشت نہیں کی جائے گی۔ اس موقع پر افسران اور مقامی نمائندے بھی موجود تھے۔ bbox=[1156, 221, 1524, 539]
branch-row: ☎ 24572168 شاہ علی بنڈہ IFSC: DCUB0786102 bbox=[25, 2125, 249, 2149]
branch-2-ifsc: IFSC: DCUB0786102 bbox=[25, 2138, 118, 2149]
rate-1-value: 5.00% bbox=[1471, 2083, 1505, 2097]
register-mobile-note: Register your Mobile No to get SMS alerts bbox=[314, 2258, 516, 2269]
story10-headline[interactable]: 2 گنبد واحادثات میں سے 2 افراد ہلاک bbox=[368, 1073, 581, 1086]
leader-portrait bbox=[794, 1034, 1035, 1313]
figure-4-name: سنتوش نگر bbox=[1002, 996, 1069, 1010]
ayat-block bbox=[484, 13, 802, 107]
top-ad-slot bbox=[802, 13, 1523, 107]
haj-label: HAJ-2027 bbox=[890, 18, 983, 40]
ad-urdu-line3: رکھنے والے عازمین ہم سے ضرور رابطہ پیدا کریں bbox=[920, 91, 1127, 102]
hadith-text: حضور اکرم صلی اللہ علیہ وسلم نے ارشاد فرمایا: رمضان کی آخری رات کو میری امت کی مغفرت ہو جاتی ہے۔ صحابہ کرام نے عرض کیا یا رسول اللہ کیا وہ شب قدر ہے؟ حضور صلی اللہ علیہ وسلم نے ارشاد فرمایا: نہیں، بلکہ مزدور کو جب وہ اپنا کام پورا کر لیتا ہے اس کی مزدوری اسی وقت دی جاتی ہے جیسے دنیا میں کام کیا ہو۔ bbox=[170, 43, 476, 79]
bank-logo-panel bbox=[602, 2063, 919, 2348]
card-bank-name: DARUSSALAM BANK bbox=[267, 2072, 354, 2082]
branch-5-ifsc: IFSC: DCUB0786105 bbox=[25, 2222, 118, 2233]
story3-body: حیدرآباد ۔ 15 مارچ (اعتماد نیوز) شہر حیدرآباد میں آج مختلف مقامات پر کارروائی کے دوران اہم فیصلے کیے گئے۔ متعلقہ حکام نے بتایا کہ عوامی مفاد میں یہ اقدامات ضروری تھے اور آئندہ بھی اس طرح کی کارروائیاں جاری رہیں گی۔ انہوں نے مزید کہا کہ شہریوں کو بنیادی سہولتوں کی فراہمی حکومت کی اولین ترجیح ہے اور اس سلسلے میں کوئی کوتاہی برداشت نہیں کی جائے گی۔ اس موقع پر افسران اور مقامی نمائندے بھی موجود تھے۔ حیدرآباد ۔ 15 مارچ (اعتماد نیوز) شہر حیدرآباد میں آج مختلف مقامات پر کارروائی کے دوران اہم فیصلے کیے گئے۔ متعلقہ حکام نے بتایا کہ عوامی مفاد میں یہ اقدامات ضروری تھے اور آئندہ بھی اس طرح کی کارروائیاں جاری رہیں گی۔ انہوں نے مزید کہا کہ شہریوں کو بنیادی سہولتوں کی فراہمی حکومت کی اولین ترجیح ہے اور اس سلسلے میں کوئی کوتاہی برداشت نہیں کی جائے گی۔ اس موقع پر افسران اور مقامی نمائندے بھی موجود تھے۔ حیدرآباد ۔ 15 مارچ (اعتماد نیوز) شہر حیدرآباد میں آج مختلف مقامات پر کارروائی کے دوران اہم فیصلے کیے گئے۔ متعلقہ حکام نے بتایا کہ عوامی مفاد میں یہ اقدامات ضروری تھے اور آئندہ بھی اس طرح کی کارروائیاں جاری رہیں گی۔ انہوں نے مزید کہا کہ شہریوں کو بنیادی سہولتوں کی فراہمی حکومت کی اولین ترجیح ہے اور اس سلسلے میں کوئی کوتاہی برداشت نہیں کی جائے گی۔ اس موقع پر افسران اور مقامی نمائندے بھی موجود تھے۔ bbox=[17, 1048, 356, 1193]
branch-8-phone: 24413556 bbox=[43, 2292, 97, 2306]
bank-logo-en3: URBAN BANK LTD. bbox=[687, 2216, 834, 2230]
branch-2-name: شاہ علی بنڈہ bbox=[191, 2126, 249, 2136]
photo-caption: چیف منسٹر ریونت ریڈی نے اقلیتی افراد کو عطیات پیش کیے۔ معصوم بچوں کے ساتھ نائب صدر نشین اسدالدین اویسی و دیگر شریک تصویر bbox=[17, 315, 356, 330]
card-valid-upto-label: VALID UPTO bbox=[307, 2127, 334, 2132]
elder-photo-right bbox=[794, 712, 844, 763]
haleem-variety-beef: BEEF bbox=[442, 978, 580, 994]
guest3-label: مہمان اعزازی bbox=[1171, 936, 1230, 947]
story5-headline[interactable]: وشاخ پٹنم میں لاری کا ٹکر bbox=[91, 1587, 282, 1605]
story9-headline[interactable]: شب قدر کے موقع پر غفلانی اور 2 ویکٹر پر پابندی bbox=[373, 769, 576, 807]
branch-6-name: گچن باغ bbox=[215, 2238, 249, 2248]
rupay-logo: RuPay bbox=[392, 2151, 427, 2161]
lead-headline[interactable]: عطاپور میں حیدرانے مین شیڈس برخواست کر دیئے bbox=[39, 341, 334, 402]
card-valid-from: 05/11 bbox=[295, 2127, 307, 2132]
bank-logo-en: DARUSSALAM bbox=[667, 2177, 854, 2202]
rate-4-value: 7.00% bbox=[1471, 2124, 1505, 2137]
right-story2-body1: حیدرآباد ۔ 15 مارچ (اعتماد نیوز) شہر حیدرآباد میں آج مختلف مقامات پر کارروائی کے دوران اہم فیصلے کیے گئے۔ متعلقہ حکام نے بتایا کہ عوامی مفاد میں یہ اقدامات ضروری تھے اور آئندہ بھی اس طرح کی کارروائیاں جاری رہیں گی۔ انہوں نے مزید کہا کہ شہریوں کو بنیادی سہولتوں کی فراہمی حکومت کی اولین ترجیح ہے اور اس سلسلے میں کوئی کوتاہی برداشت نہیں کی جائے گی۔ اس موقع پر افسران اور مقامی نمائندے بھی موجود تھے۔ حیدرآباد ۔ 15 مارچ (اعتماد نیوز) شہر حیدرآباد میں آج مختلف مقامات پر کارروائی کے دوران اہم فیصلے کیے گئے۔ متعلقہ حکام نے بتایا کہ عوامی مفاد میں یہ اقدامات ضروری تھے اور آئندہ بھی اس طرح کی کارروائیاں جاری رہیں گی۔ انہوں نے مزید کہا کہ شہریوں کو بنیادی سہولتوں کی فراہمی حکومت کی اولین ترجیح ہے اور اس سلسلے میں کوئی کوتاہی برداشت نہیں کی جائے گی۔ اس موقع پر افسران اور مقامی نمائندے بھی موجود تھے۔ bbox=[788, 575, 1148, 659]
branch-6-phone: 24346277 bbox=[43, 2237, 97, 2250]
story11-body: حیدرآباد ۔ 15 مارچ (اعتماد نیوز) شہر حیدرآباد میں آج مختلف مقامات پر کارروائی کے دوران اہم فیصلے کیے گئے۔ متعلقہ حکام نے بتایا کہ عوامی مفاد میں یہ اقدامات ضروری تھے اور آئندہ بھی اس طرح کی کارروائیاں جاری رہیں گی۔ انہوں نے مزید کہا کہ شہریوں کو بنیادی سہولتوں کی فراہمی حکومت کی اولین ترجیح ہے اور اس سلسلے میں کوئی کوتاہی برداشت نہیں کی جائے گی۔ اس موقع پر افسران اور مقامی نمائندے بھی موجود تھے۔ حیدرآباد ۔ 15 مارچ (اعتماد نیوز) شہر حیدرآباد میں آج مختلف مقامات پر کارروائی کے دوران اہم فیصلے کیے گئے۔ متعلقہ حکام نے بتایا کہ عوامی مفاد میں یہ اقدامات ضروری تھے اور آئندہ بھی اس طرح کی کارروائیاں جاری رہیں گی۔ انہوں نے مزید کہا کہ شہریوں کو بنیادی سہولتوں کی فراہمی حکومت کی اولین ترجیح ہے اور اس سلسلے میں کوئی کوتاہی برداشت نہیں کی جائے گی۔ اس موقع پر افسران اور مقامی نمائندے بھی موجود تھے۔ bbox=[364, 1271, 585, 1416]
rate-6-value: 7.75% bbox=[1471, 2185, 1505, 2198]
publication-logo: اعتماد bbox=[40, 13, 140, 51]
story8-body: حیدرآباد ۔ 15 مارچ (اعتماد نیوز) شہر حیدرآباد میں آج مختلف مقامات پر کارروائی کے دوران اہم فیصلے کیے گئے۔ متعلقہ حکام نے بتایا کہ عوامی مفاد میں یہ اقدامات ضروری تھے اور آئندہ بھی اس طرح کی کارروائیاں جاری رہیں گی۔ انہوں نے مزید کہا کہ شہریوں کو بنیادی سہولتوں کی فراہمی حکومت کی اولین ترجیح ہے اور اس سلسلے میں کوئی کوتاہی برداشت نہیں کی جائے گی۔ اس موقع پر افسران اور مقامی نمائندے بھی موجود تھے۔ حیدرآباد ۔ 15 مارچ (اعتماد نیوز) شہر حیدرآباد میں آج مختلف مقامات پر کارروائی کے دوران اہم فیصلے کیے گئے۔ متعلقہ حکام نے بتایا کہ عوامی مفاد میں یہ اقدامات ضروری تھے اور آئندہ بھی اس طرح کی کارروائیاں جاری رہیں گی۔ انہوں نے مزید کہا کہ شہریوں کو بنیادی سہولتوں کی فراہمی حکومت کی اولین ترجیح ہے اور اس سلسلے میں کوئی کوتاہی برداشت نہیں کی جائے گی۔ اس موقع پر افسران اور مقامی نمائندے بھی موجود تھے۔ bbox=[364, 601, 585, 745]
bank-logo-en2: CO-OPERATIVE bbox=[688, 2203, 833, 2216]
guest2-label: افتتاح بدست bbox=[1175, 909, 1226, 920]
haj-badge bbox=[811, 18, 886, 102]
story7-headline[interactable]: دارالاسلام میں جمعرات کو سالانہ رسمِ فاتحہ bbox=[379, 121, 570, 159]
card-and-app-panel bbox=[255, 2063, 602, 2348]
branch-8-name: ملک پیٹ bbox=[212, 2293, 249, 2304]
figure-3-value: 7 کروڑ 38 لاکھ 89 ہزار روپے bbox=[1257, 999, 1366, 1010]
rate-1-term: 7 days - 14 days bbox=[1019, 2083, 1112, 2097]
story6-body: حیدرآباد ۔ 15 مارچ (اعتماد نیوز) شہر حیدرآباد میں آج مختلف مقامات پر کارروائی کے دوران اہم فیصلے کیے گئے۔ متعلقہ حکام نے بتایا کہ عوامی مفاد میں یہ اقدامات ضروری تھے اور آئندہ بھی اس طرح کی کارروائیاں جاری رہیں گی۔ انہوں نے مزید کہا کہ شہریوں کو بنیادی سہولتوں کی فراہمی حکومت کی اولین ترجیح ہے اور اس سلسلے میں کوئی کوتاہی برداشت نہیں کی جائے گی۔ اس موقع پر افسران اور مقامی نمائندے بھی موجود تھے۔ حیدرآباد ۔ 15 مارچ (اعتماد نیوز) شہر حیدرآباد میں آج مختلف مقامات پر کارروائی کے دوران اہم فیصلے کیے گئے۔ متعلقہ حکام نے بتایا کہ عوامی مفاد میں یہ اقدامات ضروری تھے اور آئندہ بھی اس طرح کی کارروائیاں جاری رہیں گی۔ انہوں نے مزید کہا کہ شہریوں کو بنیادی سہولتوں کی فراہمی حکومت کی اولین ترجیح ہے اور اس سلسلے میں کوئی کوتاہی برداشت نہیں کی جائے گی۔ اس موقع پر افسران اور مقامی نمائندے بھی موجود تھے۔ bbox=[17, 1642, 356, 1733]
figures-table: کرماگوڑہ: 7 کروڑ 37 لاکھ 61 ہزار روپے دبیرپورہ: 2 کروڑ 17 لاکھ 81 ہزار روپے رین بازار: 7 کروڑ 38 لاکھ 89 ہزار روپے سنتوش نگر: 2 کروڑ 58 لاکھ 65 ہزار روپے bbox=[888, 979, 1423, 1010]
forex-headline: Avail Foreign Exchange bbox=[1121, 2253, 1319, 2272]
haj-badge-urdu: حج bbox=[825, 33, 873, 72]
story3-subhead: میں کسی بھی وقت ڈٹ کے لئے تیار ہوں ۔ کے ٹی آر کا چیلنج bbox=[28, 1000, 346, 1039]
rupay-debit-card bbox=[261, 2068, 434, 2176]
branch-6-ifsc: IFSC: DCUB0786106 bbox=[25, 2250, 118, 2261]
branch-5-name: ٹولی چوکی bbox=[199, 2210, 249, 2220]
masthead bbox=[17, 13, 1523, 113]
branch-list-panel bbox=[19, 2063, 255, 2348]
ad-urdu-line2: مختلف گروپس موجود ہیں حج 2027 کا ارادہ bbox=[934, 77, 1127, 89]
guest-photo-1 bbox=[839, 902, 880, 943]
